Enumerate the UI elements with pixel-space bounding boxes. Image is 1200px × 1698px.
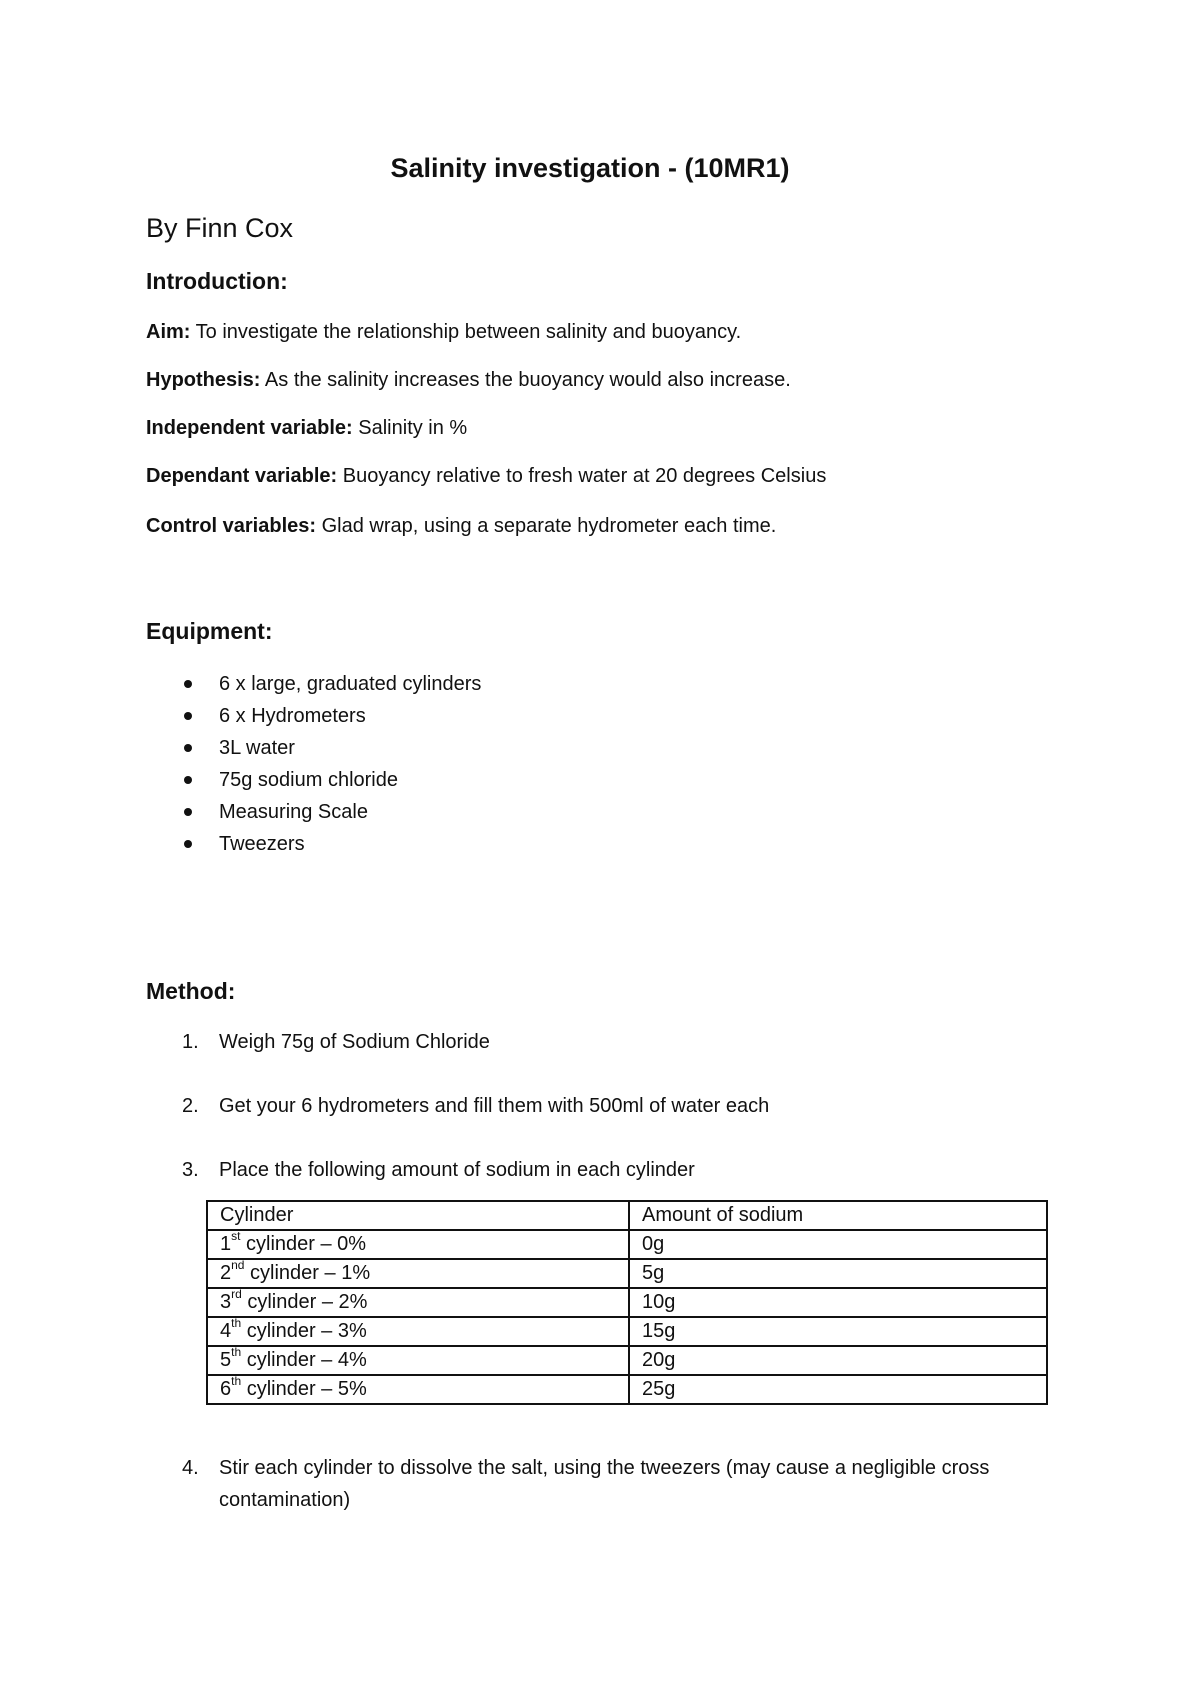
hypothesis-text: As the salinity increases the buoyancy would also increase. xyxy=(260,369,791,391)
amount-cell: 15g xyxy=(629,1317,1047,1346)
independent-variable-line xyxy=(146,414,467,442)
aim-line xyxy=(146,318,741,346)
cylinder-label: cylinder – 2% xyxy=(241,1291,368,1313)
equipment-item-text: 6 x Hydrometers xyxy=(219,705,366,727)
bullet-icon xyxy=(184,840,192,848)
table-header-row xyxy=(207,1201,1047,1230)
cylinder-cell xyxy=(207,1230,629,1259)
list-item xyxy=(146,700,481,732)
dependent-variable-label: Dependant variable: xyxy=(146,465,338,487)
ordinal-number: 3 xyxy=(220,1291,232,1313)
list-item xyxy=(146,828,481,860)
control-variables-line xyxy=(146,512,776,540)
method-heading: Method: xyxy=(146,978,236,1004)
step-text: Place the following amount of sodium in each cylinder xyxy=(219,1159,695,1181)
bullet-icon xyxy=(184,776,192,784)
cylinder-label: cylinder – 0% xyxy=(240,1233,367,1255)
cylinder-cell xyxy=(207,1375,629,1404)
cylinder-cell xyxy=(207,1288,629,1317)
step-number: 2. xyxy=(182,1095,199,1117)
control-variables-label: Control variables: xyxy=(146,515,317,537)
introduction-heading: Introduction: xyxy=(146,268,288,294)
ordinal-suffix: rd xyxy=(231,1287,242,1302)
sodium-amount-table xyxy=(206,1200,1048,1405)
amount-cell: 25g xyxy=(629,1375,1047,1404)
aim-text: To investigate the relationship between salinity and buoyancy. xyxy=(190,321,742,343)
ordinal-number: 1 xyxy=(220,1233,232,1255)
amount-cell: 0g xyxy=(629,1230,1047,1259)
bullet-icon xyxy=(184,808,192,816)
bullet-icon xyxy=(184,680,192,688)
step-text: Get your 6 hydrometers and fill them with 500ml of water each xyxy=(219,1095,770,1117)
table-row xyxy=(207,1375,1047,1404)
ordinal-suffix: th xyxy=(231,1345,242,1360)
cylinder-label: cylinder – 4% xyxy=(241,1349,367,1371)
cylinder-cell xyxy=(207,1317,629,1346)
step-text: Stir each cylinder to dissolve the salt, using the tweezers (may cause a negligible cross contamination) xyxy=(219,1457,990,1511)
equipment-item-text: 6 x large, graduated cylinders xyxy=(219,673,482,695)
ordinal-suffix: th xyxy=(231,1374,242,1389)
list-item xyxy=(146,732,481,764)
table-row xyxy=(207,1288,1047,1317)
ordinal-suffix: nd xyxy=(231,1258,245,1273)
step-number: 3. xyxy=(182,1159,199,1181)
ordinal-number: 2 xyxy=(220,1262,232,1284)
equipment-heading: Equipment: xyxy=(146,618,273,644)
amount-cell: 5g xyxy=(629,1259,1047,1288)
bullet-icon xyxy=(184,744,192,752)
equipment-item-text: 75g sodium chloride xyxy=(219,769,398,791)
control-variables-text: Glad wrap, using a separate hydrometer each time. xyxy=(316,515,777,537)
hypothesis-label: Hypothesis: xyxy=(146,369,261,391)
table-row xyxy=(207,1346,1047,1375)
ordinal-suffix: th xyxy=(231,1316,242,1331)
table-row xyxy=(207,1230,1047,1259)
list-item xyxy=(146,668,481,700)
ordinal-number: 5 xyxy=(220,1349,232,1371)
bullet-icon xyxy=(184,712,192,720)
cylinder-cell xyxy=(207,1346,629,1375)
page-title: Salinity investigation - (10MR1) xyxy=(390,153,790,183)
column-header-amount: Amount of sodium xyxy=(629,1201,1047,1230)
equipment-list xyxy=(146,668,481,860)
amount-cell: 20g xyxy=(629,1346,1047,1375)
list-item xyxy=(146,764,481,796)
dependent-variable-line xyxy=(146,462,826,490)
independent-variable-label: Independent variable: xyxy=(146,417,353,439)
cylinder-label: cylinder – 5% xyxy=(241,1378,367,1400)
author-line: By Finn Cox xyxy=(146,213,294,243)
independent-variable-text: Salinity in % xyxy=(352,417,468,439)
table-row xyxy=(207,1317,1047,1346)
equipment-item-text: 3L water xyxy=(219,737,295,759)
cylinder-label: cylinder – 1% xyxy=(244,1262,371,1284)
amount-cell: 10g xyxy=(629,1288,1047,1317)
cylinder-cell xyxy=(207,1259,629,1288)
dependent-variable-text: Buoyancy relative to fresh water at 20 degrees Celsius xyxy=(337,465,827,487)
equipment-item-text: Measuring Scale xyxy=(219,801,368,823)
step-number: 1. xyxy=(182,1031,199,1053)
equipment-item-text: Tweezers xyxy=(219,833,305,855)
ordinal-suffix: st xyxy=(231,1229,241,1244)
ordinal-number: 6 xyxy=(220,1378,232,1400)
aim-label: Aim: xyxy=(146,321,191,343)
hypothesis-line xyxy=(146,366,791,394)
step-text: Weigh 75g of Sodium Chloride xyxy=(219,1031,490,1053)
column-header-cylinder: Cylinder xyxy=(207,1201,629,1230)
cylinder-label: cylinder – 3% xyxy=(241,1320,367,1342)
step-number: 4. xyxy=(182,1457,199,1479)
ordinal-number: 4 xyxy=(220,1320,232,1342)
list-item xyxy=(146,796,481,828)
table-row xyxy=(207,1259,1047,1288)
